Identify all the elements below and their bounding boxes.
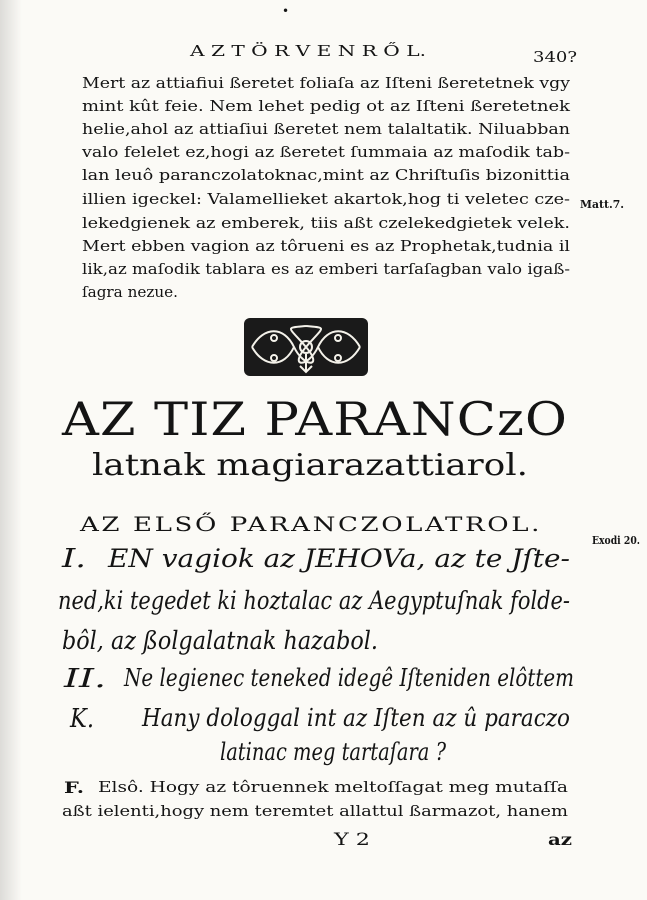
- page-edge-shadow: [0, 0, 22, 900]
- ornament-flourish: [244, 318, 368, 376]
- book-page: • A Z T Ö R V E N R Ő L. 340? Mert az attiafiui ßeretet foliaſa az Iſteni ßeretetnek vgy mint kût feie. Nem lehet pedig ot az Iſteni ßeretetnek helie,ahol az attiaſiui ßeretet nem talaltatik. Niluabban valo felelet ez,hogi az ßeretet ſummaia az maſodik tab- lan leuô paranczolatoknac,mint az Chriſtuſis bizonittia illien igeckel: Valamellieket akartok,hog ti veletec cze- lekedgienek az emberek, tiis aßt czelekedgietek velek. Mert ebben vagion az tôrueni es az Prophetak,tudnia il lik,az maſodik tablara es az emberi tarſaſagban valo igaß- ſagra nezue. Matt.7. AZ TIZ PARANCzO latnak magiarazattiarol. AZ ELSŐ PARANCZOLATROL. Exodi 20. I. EN vagiok az JEHOVa, az te Jſte- ned,ki tegedet ki hoztalac az Aegyptuſnak folde- bôl, az ßolgalatnak hazabol. II. Ne legienec teneked idegê Iſteniden elôttem K. Hany dologgal int az Iſten az û paraczo latinac meg tartaſara ? F. Elsô. Hogy az tôruennek meltoſſagat meg mutaſſa aßt ielenti,hogy nem teremtet allattul ßarmazot, hanem Y 2 az: [0, 0, 647, 900]
